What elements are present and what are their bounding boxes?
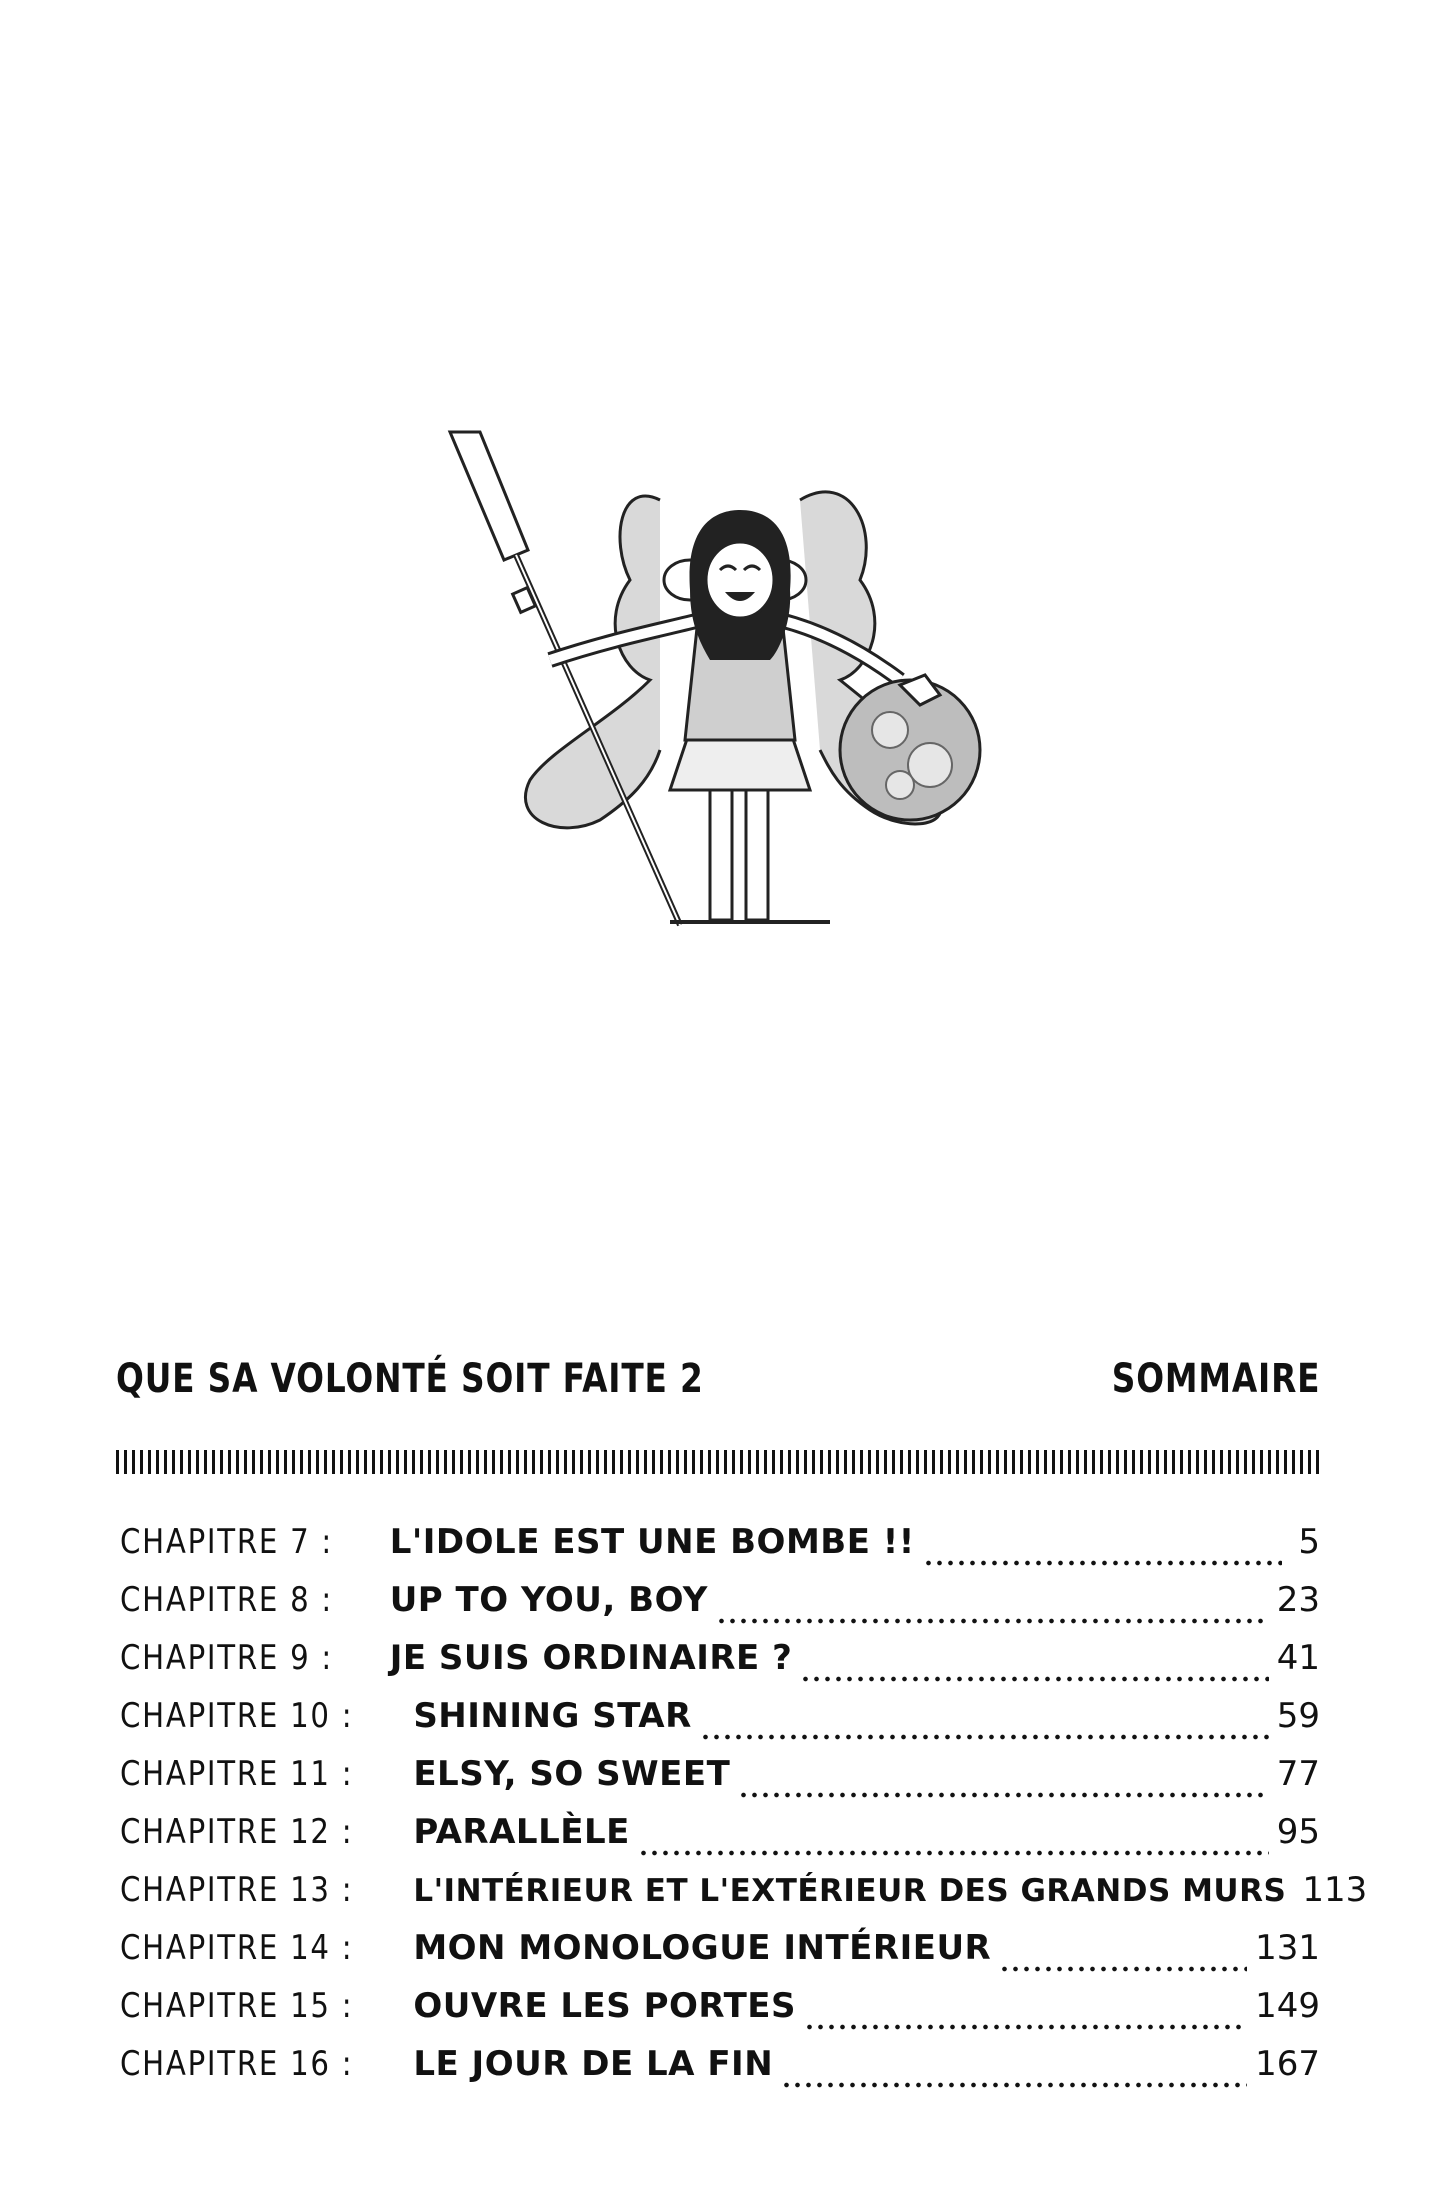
- toc-row: [120, 1638, 1320, 1696]
- chapter-label: CHAPITRE 12 :: [120, 1812, 354, 1852]
- contents-header: [116, 1356, 1320, 1416]
- page-number: 131: [1255, 1928, 1320, 1968]
- page-number: 41: [1276, 1638, 1320, 1678]
- chapter-title: MON MONOLOGUE INTÉRIEUR: [413, 1928, 992, 1968]
- page-number: 113: [1302, 1870, 1368, 1910]
- table-of-contents: [120, 1522, 1368, 2102]
- series-title: QUE SA VOLONTÉ SOIT FAITE 2: [116, 1356, 704, 1402]
- page-number: 59: [1276, 1696, 1320, 1736]
- dot-leader: [738, 1792, 1268, 1798]
- toc-row: [120, 1696, 1320, 1754]
- dot-leader: [800, 1676, 1268, 1682]
- chapter-label: CHAPITRE 7 :: [120, 1522, 334, 1562]
- chapter-label: CHAPITRE 14 :: [120, 1928, 354, 1968]
- toc-row: [120, 2044, 1320, 2102]
- chapter-title: JE SUIS ORDINAIRE ?: [389, 1638, 793, 1678]
- chapter-title: SHINING STAR: [413, 1696, 692, 1736]
- chapter-label: CHAPITRE 9 :: [120, 1638, 334, 1678]
- chapter-title: UP TO YOU, BOY: [389, 1580, 708, 1620]
- dot-leader: [923, 1560, 1282, 1566]
- page-number: 23: [1276, 1580, 1320, 1620]
- dot-leader: [700, 1734, 1269, 1740]
- toc-row: [120, 1522, 1320, 1580]
- chapter-label: CHAPITRE 11 :: [120, 1754, 354, 1794]
- toc-row: [120, 1812, 1320, 1870]
- chapter-title: OUVRE LES PORTES: [413, 1986, 796, 2026]
- toc-row: [120, 1580, 1320, 1638]
- decorative-rule: [116, 1450, 1320, 1474]
- toc-row: [120, 1754, 1320, 1812]
- page-number: 95: [1276, 1812, 1320, 1852]
- chapter-label: CHAPITRE 15 :: [120, 1986, 354, 2026]
- page-number: 167: [1255, 2044, 1320, 2084]
- chapter-label: CHAPITRE 10 :: [120, 1696, 354, 1736]
- dot-leader: [781, 2082, 1247, 2088]
- chapter-title: ELSY, SO SWEET: [413, 1754, 731, 1794]
- chapter-title: PARALLÈLE: [413, 1812, 630, 1852]
- chapter-title: L'IDOLE EST UNE BOMBE !!: [389, 1522, 915, 1562]
- toc-row: [120, 1870, 1368, 1928]
- toc-row: [120, 1986, 1320, 2044]
- chapter-title: L'INTÉRIEUR ET L'EXTÉRIEUR DES GRANDS MURS: [413, 1873, 1287, 1909]
- page-number: 149: [1255, 1986, 1320, 2026]
- toc-row: [120, 1928, 1320, 1986]
- dot-leader: [804, 2024, 1247, 2030]
- dot-leader: [638, 1850, 1269, 1856]
- contents-heading: SOMMAIRE: [1111, 1356, 1320, 1402]
- chapter-label: CHAPITRE 8 :: [120, 1580, 334, 1620]
- chapter-label: CHAPITRE 16 :: [120, 2044, 354, 2084]
- page-number: 77: [1276, 1754, 1320, 1794]
- dot-leader: [999, 1966, 1247, 1972]
- page-number: 5: [1298, 1522, 1320, 1562]
- chapter-title: LE JOUR DE LA FIN: [413, 2044, 774, 2084]
- girl-with-spear-icon: [420, 420, 1020, 930]
- chapter-label: CHAPITRE 13 :: [120, 1870, 354, 1910]
- dot-leader: [716, 1618, 1269, 1624]
